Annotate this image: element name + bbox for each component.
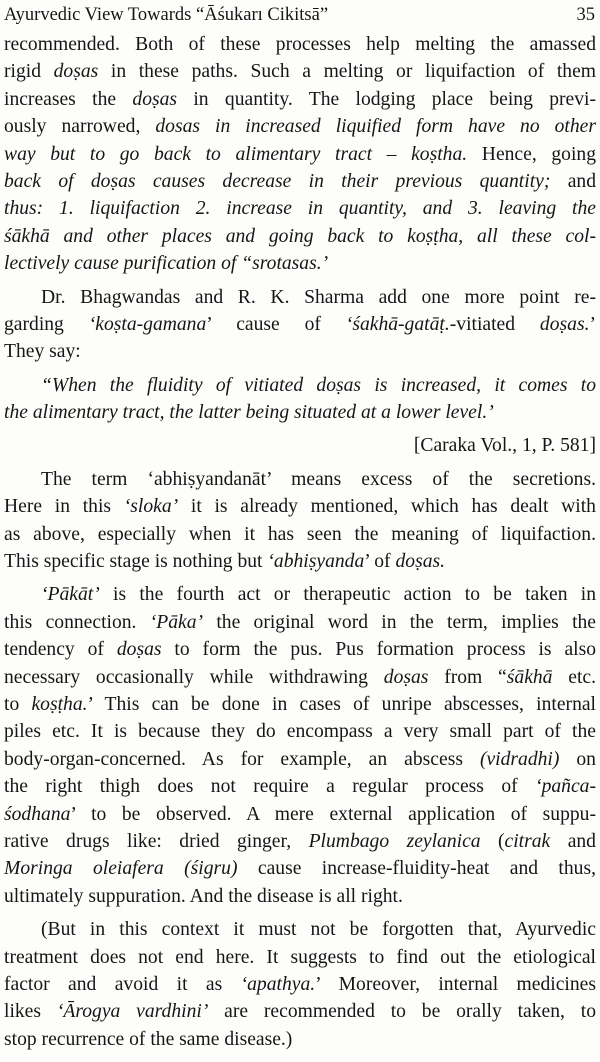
italic-run: ‘abhiṣyanda [267,551,365,573]
italic-run: ‘śakhā-gatāṭ. [345,313,450,335]
text-run: to [4,693,32,715]
text-run: the original word in the term, implies the [203,611,597,633]
text-line [4,58,596,85]
text-run: ously narrowed, [4,116,156,138]
text-run: recommended. Both of these processes help melting the amassed [4,34,596,55]
text-run: is the fourth act or therapeutic action to be taken in [99,584,596,606]
text-run: This specific stage is nothing but [4,551,268,573]
paragraph-p5 [4,916,596,1053]
italic-run: ‘pañca- [535,776,596,798]
text-run: The term ‘abhiṣyandanāt’ means excess of the secretions. [41,468,596,490]
italic-run: ‘Ārogya vardhini’ [56,1001,209,1023]
text-line [4,691,596,718]
italic-run: “When the fluidity of vitiated doṣas is increased, it comes to [41,374,596,396]
running-head [4,2,595,28]
text-run: Hence, going [467,143,596,165]
text-run: They say: [4,341,81,363]
text-line [4,372,596,399]
text-line [4,718,596,745]
page-body [4,31,596,1053]
text-line [4,828,596,855]
italic-run: back of doṣas causes decrease in their previous quantity; [4,170,551,192]
text-run: on [559,748,596,770]
text-run: stop recurrence of the same disease.) [4,1028,293,1050]
paragraph-p1 [4,31,596,278]
text-run: Here in this [4,496,124,518]
text-line [4,399,596,426]
text-run: factor and avoid it as [4,973,241,995]
italic-run: śākhā and other places and going back to koṣṭha, all these col- [4,225,596,247]
block-quote [4,372,596,427]
text-run: in quantity. The lodging place being previ- [177,88,596,110]
text-line [4,773,596,800]
text-run: ’ of [364,551,396,573]
text-run: piles etc. It is because they do encompass a very small part of the [4,721,596,743]
text-run: and [550,170,596,192]
italic-run: lectively cause purification of “srotasas.’ [4,253,329,275]
page-number: 35 [576,4,595,25]
text-run: ultimately suppuration. And the disease is all right. [4,885,403,907]
text-line [4,746,596,773]
italic-run: doṣas [53,61,99,83]
text-run: from “ [428,666,507,688]
text-line [4,113,596,140]
text-run: garding [4,313,89,335]
italic-run: the alimentary tract, the latter being situated at a lower level.’ [4,402,494,424]
text-run: body-organ-concerned. As for example, an abscess [4,748,480,770]
citation [4,432,596,459]
text-line [4,168,596,195]
italic-run: śākhā [506,666,553,688]
text-run: increases the [4,88,133,110]
text-run: -vitiated [449,313,540,335]
italic-run: ‘koṣta-gamana [88,313,207,335]
text-run: the right thigh does not require a regular process of [4,776,536,798]
italic-run: ‘apathya. [240,973,316,995]
text-line [4,338,596,365]
italic-run: koṣṭha. [31,693,88,715]
text-line [4,466,596,493]
text-run: as above, especially when it has seen the meaning of liquifaction. [4,523,596,545]
text-line [4,86,596,113]
text-run: rative drugs like: dried ginger, [4,830,309,852]
italic-run: (vidradhi) [479,748,560,770]
text-run: ( [480,830,505,852]
text-run: Dr. Bhagwandas and R. K. Sharma add one more point re- [41,286,596,308]
text-run: rigid [4,61,54,83]
text-line [4,493,596,520]
text-run: etc. [552,666,596,688]
text-run: cause increase-fluidity-heat and thus, [237,858,596,880]
text-run: ’ This can be done in cases of unripe abscesses, internal [87,693,597,715]
italic-run: citrak [504,830,551,852]
text-line [4,1026,596,1053]
text-line [4,609,596,636]
text-run: in these paths. Such a melting or liquifaction of them [98,61,597,83]
text-line [4,944,596,971]
paragraph-p4 [4,581,596,910]
italic-run: ‘Pāka’ [149,611,204,633]
italic-run: Plumbago zeylanica [308,830,481,852]
text-run: it is already mentioned, which has dealt with [178,496,596,518]
text-line [4,883,596,910]
text-line [4,548,596,575]
italic-run: ‘sloka’ [123,496,179,518]
text-line [4,801,596,828]
text-line [4,195,596,222]
italic-run: doṣas [383,666,429,688]
text-run: to form the pus. Pus formation process is also [161,639,597,661]
text-line [4,998,596,1025]
text-run: ’ to be observed. A mere external application of suppu- [70,803,596,825]
text-run: ’ cause of [206,313,346,335]
paragraph-p2 [4,284,596,366]
text-line [4,971,596,998]
text-line [4,311,596,338]
text-run: (But in this context it must not be forgotten that, Ayurvedic [41,919,596,941]
text-run: ’ Moreover, internal medicines [315,973,596,995]
italic-run: thus: 1. liquifaction 2. increase in quantity, and 3. leaving the [4,198,596,220]
text-run: likes [4,1001,57,1023]
italic-run: ‘Pākāt’ [41,584,100,606]
text-run: and [550,830,596,852]
text-line [4,916,596,943]
italic-run: doṣas [132,88,178,110]
text-line [4,855,596,882]
text-line [4,636,596,663]
text-line [4,581,596,608]
running-head-title: Ayurvedic View Towards “Āśukarı Cikitsā” [4,4,329,25]
text-run: this connection. [4,611,150,633]
text-line [4,664,596,691]
italic-run: Moringa oleiafera (śigru) [4,858,238,880]
text-line [4,284,596,311]
text-line [4,141,596,168]
text-line [4,521,596,548]
italic-run: doṣas. [539,313,590,335]
text-line [4,223,596,250]
italic-run: doṣas. [395,551,446,573]
text-run: necessary occasionally while withdrawing [4,666,384,688]
text-run: are recommended to be orally taken, to [208,1001,597,1023]
text-run: ’ [589,313,596,335]
text-run: treatment does not end here. It suggests to find out the etiological [4,946,596,968]
text-line [4,250,596,277]
text-line [4,432,596,459]
paragraph-p3 [4,466,596,576]
italic-run: doṣas [116,639,162,661]
italic-run: śodhana [4,803,71,825]
italic-run: dosas in increased liquified form have no other [155,116,596,138]
text-run: [Caraka Vol., 1, P. 581] [413,435,596,457]
text-run: tendency of [4,639,117,661]
text-line [4,31,596,58]
italic-run: way but to go back to alimentary tract – koṣtha. [4,143,468,165]
